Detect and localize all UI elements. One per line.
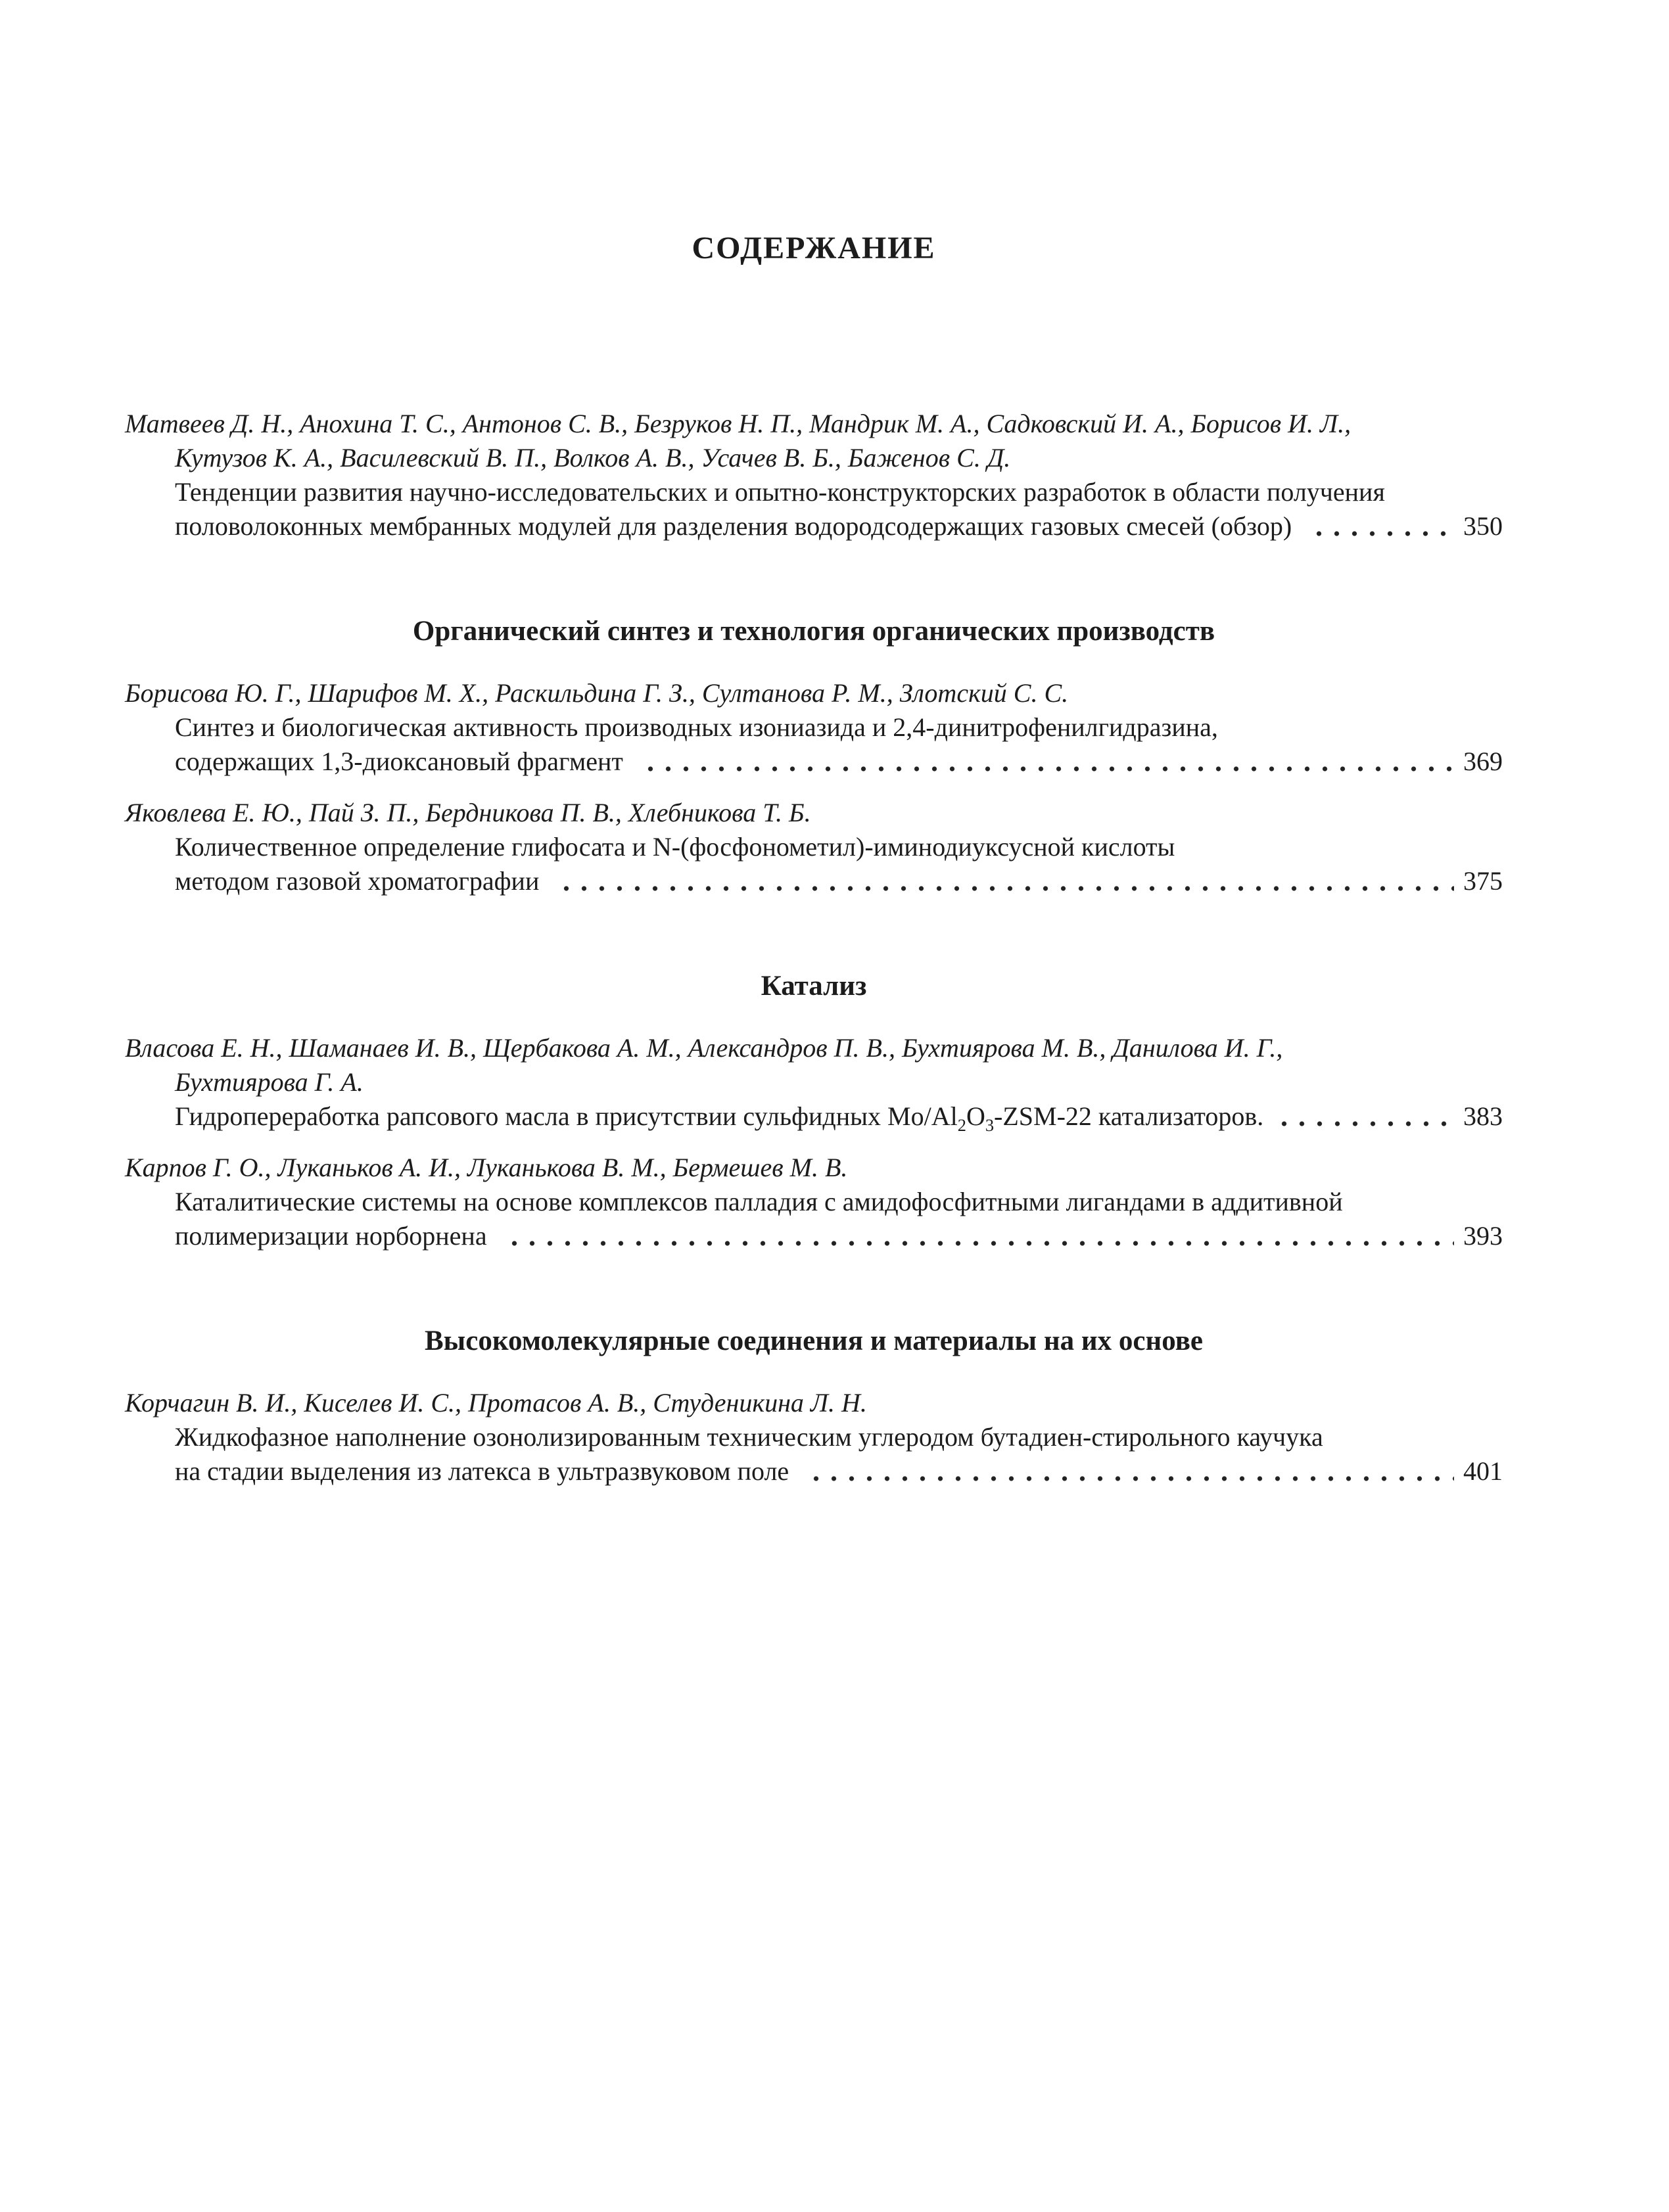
- dot-leader: [1270, 1099, 1454, 1134]
- entry-title-line: [125, 745, 1503, 779]
- entry-title-text: Тенденции развития научно-исследовательских и опытно-конструкторских разработок в области получения: [175, 477, 1385, 507]
- entry-authors: Власова Е. Н., Шаманаев И. В., Щербакова А. М., Александров П. В., Бухтиярова М. В., Данилова И. Г.,: [125, 1033, 1283, 1063]
- page-number: 350: [1463, 511, 1503, 541]
- entry-title-text: Жидкофазное наполнение озонолизированным техническим углеродом бутадиен-стирольного каучука: [175, 1422, 1323, 1452]
- entry-title-line: [125, 1219, 1503, 1253]
- page-number: 383: [1463, 1101, 1503, 1131]
- entry-title-line: [125, 830, 1503, 864]
- entry-title-text: методом газовой хроматографии: [175, 866, 546, 896]
- toc-content: [125, 0, 1503, 1488]
- entry-title-line: [125, 509, 1503, 543]
- entry-authors: Бухтиярова Г. А.: [175, 1067, 364, 1097]
- entry-authors: Матвеев Д. Н., Анохина Т. С., Антонов С. В., Безруков Н. П., Мандрик М. А., Садковский И. А., Борисов И. Л.,: [125, 409, 1352, 438]
- toc-entry: [125, 676, 1503, 779]
- page-title: СОДЕРЖАНИЕ: [692, 231, 936, 265]
- toc-entry: [125, 407, 1503, 543]
- entry-title-line: [125, 475, 1503, 509]
- entry-title-line: [125, 1185, 1503, 1219]
- entry-authors: Корчагин В. И., Киселев И. С., Протасов А. В., Студеникина Л. Н.: [125, 1388, 867, 1417]
- entry-authors: Карпов Г. О., Луканьков А. И., Луканькова В. М., Бермешев М. В.: [125, 1153, 848, 1182]
- section-heading: Органический синтез и технология органических производств: [412, 616, 1215, 647]
- entry-title-text: половолоконных мембранных модулей для разделения водородсодержащих газовых смесей (обзор): [175, 511, 1299, 541]
- toc-entry: [125, 1386, 1503, 1488]
- page-number: 375: [1463, 866, 1503, 896]
- entry-title-line: [125, 1420, 1503, 1454]
- entry-title-line: [125, 710, 1503, 745]
- toc-list: [125, 407, 1503, 1488]
- entry-title-line: [125, 864, 1503, 898]
- entry-title-text: Каталитические системы на основе комплексов палладия с амидофосфитными лигандами в аддитивной: [175, 1187, 1343, 1216]
- entry-title-text: Синтез и биологическая активность производных изониазида и 2,4-динитрофенилгидразина,: [175, 712, 1218, 742]
- page-number: 393: [1463, 1221, 1503, 1251]
- dot-leader: [1305, 509, 1454, 543]
- page-number: 369: [1463, 747, 1503, 776]
- page-number: 401: [1463, 1456, 1503, 1486]
- dot-leader: [636, 745, 1454, 779]
- entry-title-line: [125, 1099, 1503, 1134]
- dot-leader: [802, 1454, 1454, 1488]
- toc-entry: [125, 796, 1503, 898]
- toc-entry: [125, 1031, 1503, 1134]
- dot-leader: [500, 1219, 1454, 1253]
- entry-authors: Кутузов К. А., Василевский В. П., Волков А. В., Усачев В. Б., Баженов С. Д.: [175, 443, 1011, 472]
- entry-title-text: Количественное определение глифосата и N-(фосфонометил)-иминодиуксусной кислоты: [175, 832, 1175, 862]
- entry-title-line: [125, 1454, 1503, 1488]
- toc-entry: [125, 1151, 1503, 1253]
- entry-title-text: Гидропереработка рапсового масла в присутствии сульфидных $Mo/Al_2O_3-ZSM-22$ катализаторов.: [175, 1101, 1264, 1135]
- entry-title-text: содержащих 1,3-диоксановый фрагмент: [175, 747, 630, 776]
- entry-title-text: полимеризации норборнена: [175, 1221, 494, 1251]
- section-heading: Высокомолекулярные соединения и материалы на их основе: [424, 1325, 1203, 1356]
- entry-title-text: на стадии выделения из латекса в ультразвуковом поле: [175, 1456, 796, 1486]
- entry-authors: Яковлева Е. Ю., Пай З. П., Бердникова П. В., Хлебникова Т. Б.: [125, 798, 811, 827]
- entry-authors: Борисова Ю. Г., Шарифов М. Х., Раскильдина Г. З., Султанова Р. М., Злотский С. С.: [125, 678, 1069, 708]
- dot-leader: [552, 864, 1454, 898]
- section-heading: Катализ: [761, 971, 867, 1002]
